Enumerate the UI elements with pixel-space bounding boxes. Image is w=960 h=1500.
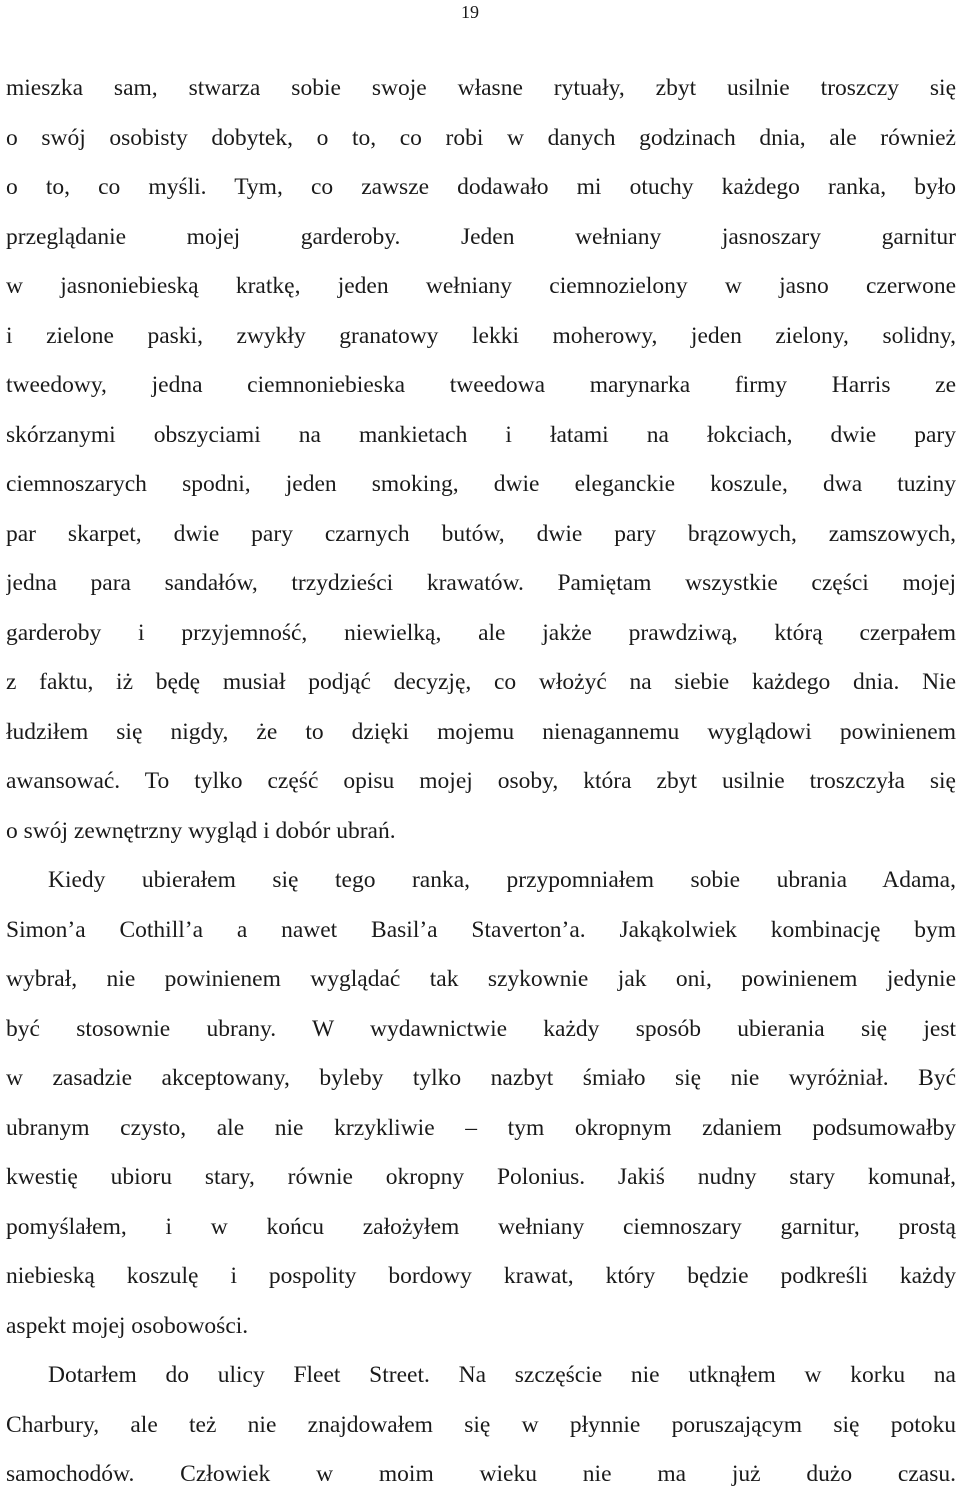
- text-line: niebieską koszulę i pospolity bordowy krawat, który będzie podkreśli każdy: [6, 1263, 956, 1289]
- text-line: aspekt mojej osobowości.: [6, 1312, 249, 1339]
- text-line: o to, co myśli. Tym, co zawsze dodawało mi otuchy każdego ranka, było: [6, 174, 956, 200]
- text-line: Charbury, ale też nie znajdowałem się w płynnie poruszającym się potoku: [6, 1411, 956, 1438]
- text-line: par skarpet, dwie pary czarnych butów, dwie pary brązowych, zamszowych,: [6, 520, 956, 547]
- text-line: wybrał, nie powinienem wyglądać tak szykownie jak oni, powinienem jedynie: [6, 966, 956, 992]
- text-line: skórzanymi obszyciami na mankietach i łatami na łokciach, dwie pary: [6, 421, 956, 448]
- text-line: w jasnoniebieską kratkę, jeden wełniany ciemnozielony w jasno czerwone: [6, 273, 956, 299]
- text-line: być stosownie ubrany. W wydawnictwie każdy sposób ubierania się jest: [6, 1015, 956, 1042]
- text-line: o swój osobisty dobytek, o to, co robi w danych godzinach dnia, ale również: [6, 124, 956, 151]
- text-line: w zasadzie akceptowany, byleby tylko nazbyt śmiało się nie wyróżniał. Być: [6, 1065, 956, 1091]
- text-line: Simon’a Cothill’a a nawet Basil’a Staverton’a. Jakąkolwiek kombinację bym: [6, 916, 956, 943]
- text-line: pomyślałem, i w końcu założyłem wełniany ciemnoszary garnitur, prostą: [6, 1213, 956, 1240]
- text-line: awansować. To tylko część opisu mojej osoby, która zbyt usilnie troszczyła się: [6, 768, 956, 794]
- text-line: o swój zewnętrzny wygląd i dobór ubrań.: [6, 817, 396, 844]
- page-body-text: [6, 64, 956, 1500]
- text-line: mieszka sam, stwarza sobie swoje własne rytuały, zbyt usilnie troszczy się: [6, 75, 956, 101]
- text-line: ciemnoszarych spodni, jeden smoking, dwie eleganckie koszule, dwa tuziny: [6, 471, 956, 497]
- text-line: ubranym czysto, ale nie krzykliwie – tym okropnym zdaniem podsumowałby: [6, 1114, 956, 1141]
- text-line: kwestię ubioru stary, równie okropny Polonius. Jakiś nudny stary komunał,: [6, 1164, 956, 1190]
- text-line: łudziłem się nigdy, że to dzięki mojemu nienagannemu wyglądowi powinienem: [6, 718, 956, 745]
- text-line: Dotarłem do ulicy Fleet Street. Na szczęście nie utknąłem w korku na: [48, 1362, 956, 1388]
- text-line: Kiedy ubierałem się tego ranka, przypomniałem sobie ubrania Adama,: [48, 867, 956, 893]
- text-line: i zielone paski, zwykły granatowy lekki moherowy, jeden zielony, solidny,: [6, 322, 956, 349]
- text-line: tweedowy, jedna ciemnoniebieska tweedowa marynarka firmy Harris ze: [6, 372, 956, 398]
- text-line: przeglądanie mojej garderoby. Jeden wełniany jasnoszary garnitur: [6, 223, 956, 250]
- text-line: garderoby i przyjemność, niewielką, ale jakże prawdziwą, którą czerpałem: [6, 619, 956, 646]
- text-line: z faktu, iż będę musiał podjąć decyzję, co włożyć na siebie każdego dnia. Nie: [6, 669, 956, 695]
- text-line: jedna para sandałów, trzydzieści krawatów. Pamiętam wszystkie części mojej: [6, 570, 956, 596]
- page-number: 19: [461, 2, 479, 22]
- text-line: samochodów. Człowiek w moim wieku nie ma już dużo czasu.: [6, 1461, 956, 1487]
